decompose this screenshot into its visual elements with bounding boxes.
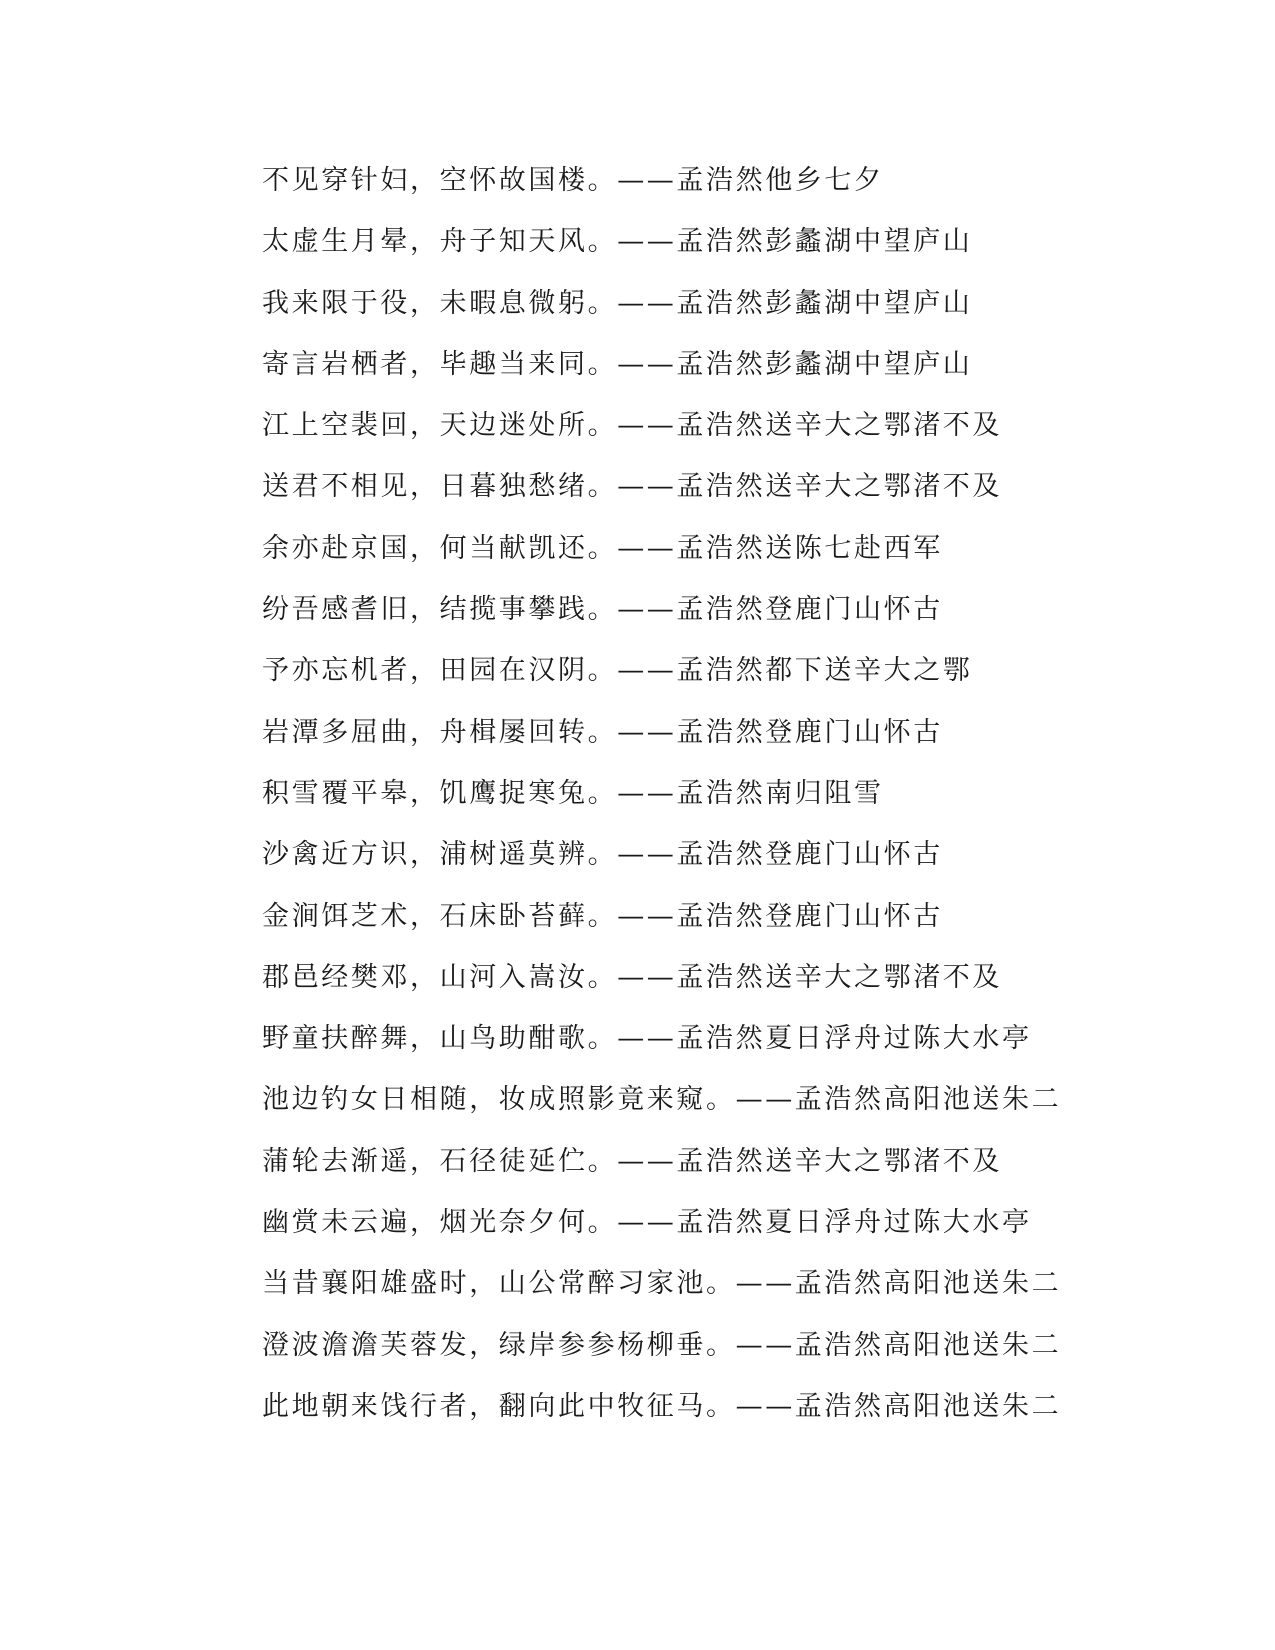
poem-line: 岩潭多屈曲，舟楫屡回转。——孟浩然登鹿门山怀古 — [262, 716, 943, 748]
poem-line-list — [262, 161, 1061, 1448]
poem-line: 纷吾感耆旧，结揽事攀践。——孟浩然登鹿门山怀古 — [262, 594, 943, 626]
poem-line: 澄波澹澹芙蓉发，绿岸参参杨柳垂。——孟浩然高阳池送朱二 — [262, 1329, 1062, 1361]
poem-line: 不见穿针妇，空怀故国楼。——孟浩然他乡七夕 — [262, 165, 884, 196]
poem-line: 池边钓女日相随，妆成照影竟来窥。——孟浩然高阳池送朱二 — [262, 1084, 1062, 1116]
poem-line: 郡邑经樊邓，山河入嵩汝。——孟浩然送辛大之鄂渚不及 — [262, 961, 1002, 993]
poem-line: 积雪覆平皋，饥鹰捉寒兔。——孟浩然南归阻雪 — [262, 777, 884, 809]
poem-line: 江上空裴回，天边迷处所。——孟浩然送辛大之鄂渚不及 — [262, 410, 1002, 442]
poem-line: 蒲轮去渐遥，石径徒延伫。——孟浩然送辛大之鄂渚不及 — [262, 1145, 1002, 1177]
poem-line: 余亦赴京国，何当献凯还。——孟浩然送陈七赴西军 — [262, 532, 943, 564]
poem-line: 此地朝来饯行者，翻向此中牧征马。——孟浩然高阳池送朱二 — [262, 1390, 1062, 1422]
poem-line: 当昔襄阳雄盛时，山公常醉习家池。——孟浩然高阳池送朱二 — [262, 1268, 1062, 1300]
poem-line: 幽赏未云遍，烟光奈夕何。——孟浩然夏日浮舟过陈大水亭 — [262, 1207, 1032, 1239]
poem-line: 沙禽近方识，浦树遥莫辨。——孟浩然登鹿门山怀古 — [262, 839, 943, 871]
poem-line: 野童扶醉舞，山鸟助酣歌。——孟浩然夏日浮舟过陈大水亭 — [262, 1023, 1032, 1055]
poem-line: 寄言岩栖者，毕趣当来同。——孟浩然彭蠡湖中望庐山 — [262, 348, 973, 380]
poem-line: 送君不相见，日暮独愁绪。——孟浩然送辛大之鄂渚不及 — [262, 471, 1002, 503]
poem-line: 予亦忘机者，田园在汉阴。——孟浩然都下送辛大之鄂 — [262, 655, 973, 687]
poem-line: 金涧饵芝术，石床卧苔藓。——孟浩然登鹿门山怀古 — [262, 900, 943, 932]
poem-line: 我来限于役，未暇息微躬。——孟浩然彭蠡湖中望庐山 — [262, 287, 973, 319]
poem-line: 太虚生月晕，舟子知天风。——孟浩然彭蠡湖中望庐山 — [262, 226, 973, 258]
